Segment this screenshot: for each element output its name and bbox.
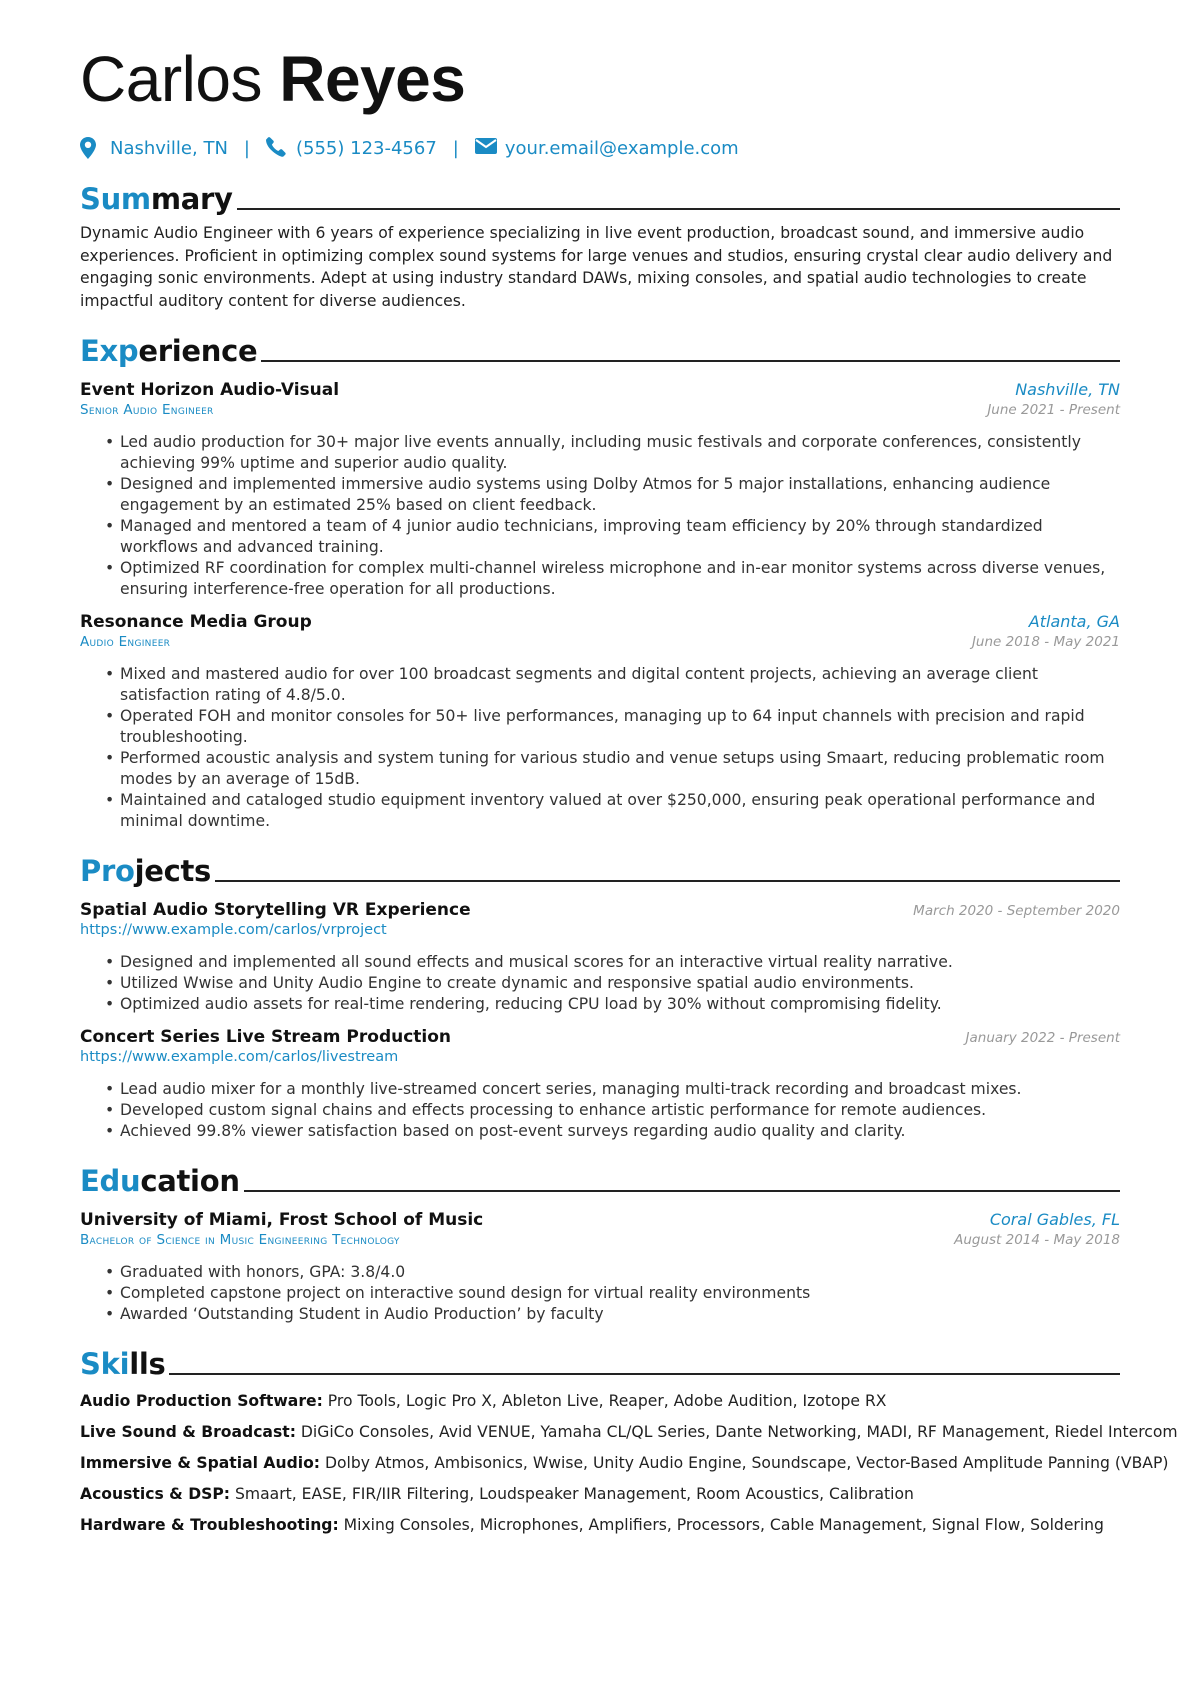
skill-category: Audio Production Software: <box>80 1392 323 1410</box>
project-link[interactable]: https://www.example.com/carlos/livestream <box>80 1049 399 1065</box>
contact-bar <box>80 136 1120 160</box>
job-title: Senior Audio Engineer <box>80 402 214 418</box>
email-link[interactable]: your.email@example.com <box>504 137 739 159</box>
skill-values: DiGiCo Consoles, Avid VENUE, Yamaha CL/QL Series, Dante Networking, MADI, RF Management, Riedel Intercom <box>300 1423 1178 1441</box>
candidate-name <box>80 40 1120 118</box>
skill-row <box>80 1514 1120 1536</box>
school-location: Coral Gables, FL <box>989 1210 1120 1229</box>
experience-entry <box>80 380 1120 600</box>
list-item: • Designed and implemented all sound effects and musical scores for an interactive virtual reality narrative. <box>120 952 1120 973</box>
section-rule <box>215 880 1120 882</box>
envelope-icon <box>475 137 497 159</box>
skill-values: Smaart, EASE, FIR/IIR Filtering, Loudspeaker Management, Room Acoustics, Calibration <box>235 1485 914 1503</box>
job-location: Nashville, TN <box>1015 380 1120 399</box>
skill-values: Pro Tools, Logic Pro X, Ableton Live, Reaper, Adobe Audition, Izotope RX <box>327 1392 887 1410</box>
section-title: Skills <box>80 1347 166 1381</box>
last-name: Reyes <box>279 43 466 115</box>
project-entry <box>80 900 1120 1015</box>
skill-row <box>80 1452 1169 1474</box>
list-item: • Optimized RF coordination for complex multi-channel wireless microphone and in-ear monitor systems across diverse venues, ensuring interference-free operation for all productions. <box>120 558 1120 600</box>
skill-row <box>80 1390 1120 1412</box>
list-item: • Led audio production for 30+ major live events annually, including music festivals and corporate conferences, consistently achieving 99% uptime and superior audio quality. <box>120 432 1120 474</box>
education-dates: August 2014 - May 2018 <box>954 1232 1120 1248</box>
resume-page <box>80 40 1178 1536</box>
list-item: • Designed and implemented immersive audio systems using Dolby Atmos for 5 major installations, enhancing audience engagement by an estimated 25% based on client feedback. <box>120 474 1120 516</box>
section-rule <box>244 1190 1120 1192</box>
school-name: University of Miami, Frost School of Music <box>80 1210 484 1230</box>
employer-name: Resonance Media Group <box>80 612 312 632</box>
project-name: Spatial Audio Storytelling VR Experience <box>80 900 471 920</box>
skill-values: Dolby Atmos, Ambisonics, Wwise, Unity Audio Engine, Soundscape, Vector-Based Amplitude Panning (VBAP) <box>325 1454 1169 1472</box>
skill-category: Hardware & Troubleshooting: <box>80 1516 339 1534</box>
skill-values: Mixing Consoles, Microphones, Amplifiers, Processors, Cable Management, Signal Flow, Soldering <box>343 1516 1104 1534</box>
list-item: • Graduated with honors, GPA: 3.8/4.0 <box>120 1262 1120 1283</box>
bullet-list <box>80 952 1120 1015</box>
section-rule <box>261 360 1120 362</box>
section-title: Projects <box>80 854 212 888</box>
education-entry <box>80 1210 1120 1325</box>
list-item: • Completed capstone project on interactive sound design for virtual reality environments <box>120 1283 1120 1304</box>
skill-row <box>80 1483 1120 1505</box>
list-item: • Managed and mentored a team of 4 junior audio technicians, improving team efficiency by 20% through standardized workflows and advanced training. <box>120 516 1120 558</box>
list-item: • Maintained and cataloged studio equipment inventory valued at over $250,000, ensuring peak operational performance and minimal downtime. <box>120 790 1120 832</box>
projects-heading <box>80 852 1120 888</box>
map-pin-icon <box>80 137 102 159</box>
skill-category: Immersive & Spatial Audio: <box>80 1454 321 1472</box>
project-entry <box>80 1027 1120 1142</box>
bullet-list <box>80 432 1120 600</box>
summary-text: Dynamic Audio Engineer with 6 years of experience specializing in live event production, broadcast sound, and immersive audio experiences. Proficient in optimizing complex sound systems for large venues and studios, ensuring crystal clear audio delivery and engaging sonic environments. Adept at using industry standard DAWs, mixing consoles, and spatial audio technologies to create impactful auditory content for diverse audiences. <box>80 224 1113 310</box>
job-location: Atlanta, GA <box>1028 612 1120 631</box>
list-item: • Achieved 99.8% viewer satisfaction based on post-event surveys regarding audio quality and clarity. <box>120 1121 1120 1142</box>
list-item: • Awarded ‘Outstanding Student in Audio Production’ by faculty <box>120 1304 1120 1325</box>
list-item: • Optimized audio assets for real-time rendering, reducing CPU load by 30% without compromising fidelity. <box>120 994 1120 1015</box>
experience-heading <box>80 332 1120 368</box>
section-title: Summary <box>80 182 233 216</box>
skill-category: Acoustics & DSP: <box>80 1485 231 1503</box>
job-dates: June 2021 - Present <box>987 402 1120 418</box>
contact-separator: | <box>452 137 459 159</box>
list-item: • Performed acoustic analysis and system tuning for various studio and venue setups using Smaart, reducing problematic room modes by an average of 15dB. <box>120 748 1120 790</box>
summary-heading <box>80 180 1120 216</box>
list-item: • Mixed and mastered audio for over 100 broadcast segments and digital content projects, achieving an average client satisfaction rating of 4.8/5.0. <box>120 664 1120 706</box>
list-item: • Operated FOH and monitor consoles for 50+ live performances, managing up to 64 input channels with precision and rapid troubleshooting. <box>120 706 1120 748</box>
job-title: Audio Engineer <box>80 634 171 650</box>
list-item: • Utilized Wwise and Unity Audio Engine to create dynamic and responsive spatial audio environments. <box>120 973 1120 994</box>
section-rule <box>237 208 1120 210</box>
list-item: • Developed custom signal chains and effects processing to enhance artistic performance for remote audiences. <box>120 1100 1120 1121</box>
job-dates: June 2018 - May 2021 <box>971 634 1120 650</box>
bullet-list <box>80 1262 1120 1325</box>
bullet-list <box>80 664 1120 832</box>
phone-icon <box>266 137 288 159</box>
section-rule <box>169 1373 1120 1375</box>
project-link[interactable]: https://www.example.com/carlos/vrproject <box>80 922 387 938</box>
location-text: Nashville, TN <box>110 137 228 159</box>
section-title: Education <box>80 1164 240 1198</box>
degree-title: Bachelor of Science in Music Engineering Technology <box>80 1232 400 1248</box>
contact-separator: | <box>243 137 250 159</box>
project-dates: March 2020 - September 2020 <box>913 903 1120 919</box>
education-heading <box>80 1162 1120 1198</box>
first-name: Carlos <box>80 43 262 115</box>
project-name: Concert Series Live Stream Production <box>80 1027 452 1047</box>
employer-name: Event Horizon Audio-Visual <box>80 380 340 400</box>
section-title: Experience <box>80 334 258 368</box>
project-dates: January 2022 - Present <box>965 1030 1120 1046</box>
phone-text[interactable]: (555) 123-4567 <box>296 137 437 159</box>
list-item: • Lead audio mixer for a monthly live-streamed concert series, managing multi-track recording and broadcast mixes. <box>120 1079 1120 1100</box>
bullet-list <box>80 1079 1120 1142</box>
experience-entry <box>80 612 1120 832</box>
skills-heading <box>80 1345 1120 1381</box>
skill-row <box>80 1421 1178 1443</box>
skill-category: Live Sound & Broadcast: <box>80 1423 296 1441</box>
